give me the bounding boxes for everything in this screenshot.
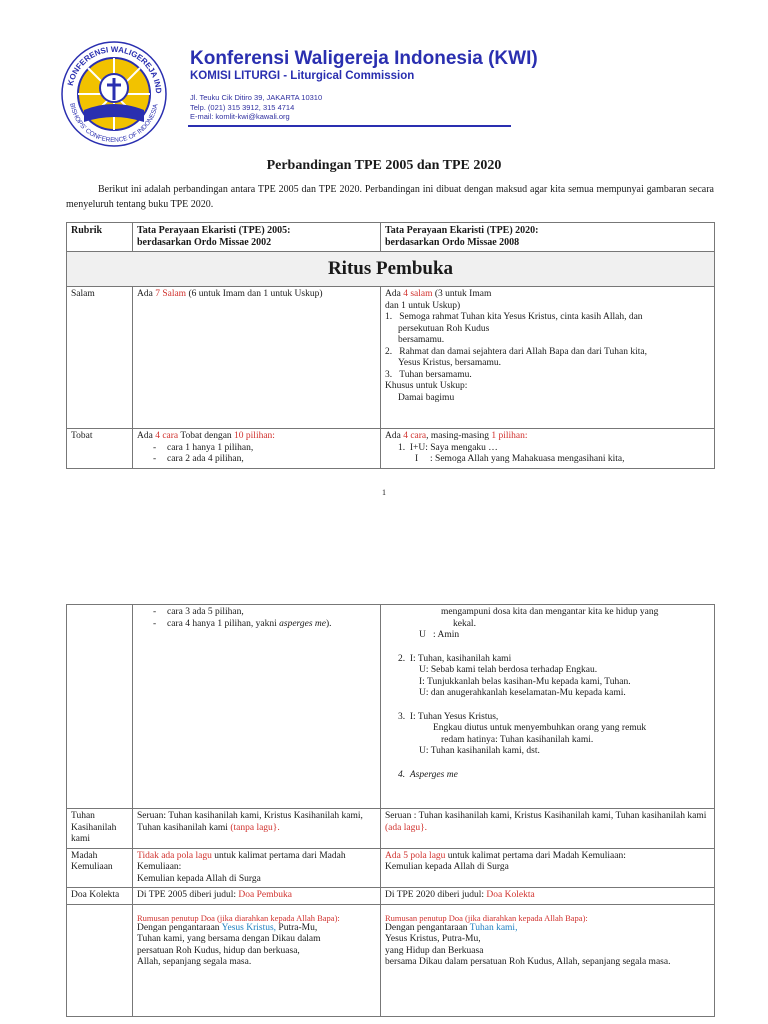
rubrik-kyrie: Tuhan Kasihanilah kami (67, 809, 133, 849)
rubrik-empty (67, 605, 133, 809)
rubrik-kolekta: Doa Kolekta (67, 888, 133, 905)
page-number: 1 (382, 488, 386, 497)
table-header-row (67, 223, 715, 252)
rubrik-empty (67, 904, 133, 1016)
comparison-table-part1 (66, 222, 715, 469)
svg-text:BISHOPS' CONFERENCE OF INDONES: BISHOPS' CONFERENCE OF INDONESIA (68, 102, 160, 145)
table-row (67, 287, 715, 429)
phone-line: Telp. (021) 315 3912, 315 4714 (190, 102, 295, 112)
list-item: - cara 4 hanya 1 pilihan, yakni asperges me). (167, 619, 376, 631)
header-rubrik: Rubrik (67, 223, 133, 252)
list-item: - cara 2 ada 4 pilihan, (167, 454, 376, 466)
list-item: - cara 1 hanya 1 pilihan, (167, 443, 376, 455)
svg-text:KONFERENSI WALIGEREJA INDONESI: KONFERENSI WALIGEREJA IND (65, 44, 164, 94)
header-tpe2005: Tata Perayaan Ekaristi (TPE) 2005: berdasarkan Ordo Missae 2002 (133, 223, 381, 252)
address-line: Jl. Teuku Cik Ditiro 39, JAKARTA 10310 (190, 93, 323, 102)
list-item: - cara 3 ada 5 pilihan, (167, 607, 376, 619)
kwi-seal-icon (58, 38, 170, 150)
email-line: E-mail: komlit-kwi@kawali.org (190, 112, 290, 121)
kolekta-2020: Di TPE 2020 diberi judul: Doa Kolekta (381, 888, 715, 905)
table-row (67, 904, 715, 1016)
gloria-2020: Ada 5 pola lagu untuk kalimat pertama dari Madah Kemuliaan: Kemulian kepada Allah di Surga (381, 848, 715, 888)
section-title: Ritus Pembuka (67, 252, 715, 287)
tobat-2020: Ada 4 cara, masing-masing 1 pilihan: 1. I+U: Saya mengaku … I : Semoga Allah yang Mahakuasa mengasihani kita, (381, 429, 715, 469)
section-row (67, 252, 715, 287)
contact-block (190, 93, 322, 122)
table-row (67, 429, 715, 469)
rubrik-gloria: Madah Kemuliaan (67, 848, 133, 888)
table-row (67, 848, 715, 888)
document-title: Perbandingan TPE 2005 dan TPE 2020 (266, 158, 502, 173)
org-name: Konferensi Waligereja Indonesia (KWI) (190, 48, 538, 69)
salam-2005: Ada 7 Salam (6 untuk Imam dan 1 untuk Uskup) (133, 287, 381, 429)
gloria-2005: Tidak ada pola lagu untuk kalimat pertama dari Madah Kemuliaan: Kemulian kepada Allah di Surga (133, 848, 381, 888)
header-tpe2020: Tata Perayaan Ekaristi (TPE) 2020: berdasarkan Ordo Missae 2008 (381, 223, 715, 252)
intro-paragraph: Berikut ini adalah perbandingan antara TPE 2005 dan TPE 2020. Perbandingan ini dibuat dengan maksud agar kita semua mempunyai gambaran secara menyeluruh tentang buku TPE 2020. (66, 184, 714, 210)
tobat-2005: Ada 4 cara Tobat dengan 10 pilihan: - cara 1 hanya 1 pilihan, - cara 2 ada 4 pilihan, (133, 429, 381, 469)
kyrie-2020: Seruan : Tuhan kasihanilah kami, Kristus Kasihanilah kami, Tuhan kasihanilah kami (ada lagu}. (381, 809, 715, 849)
table-row (67, 888, 715, 905)
comparison-table-part2 (66, 604, 715, 1017)
rubrik-salam: Salam (67, 287, 133, 429)
penutup-2020: Rumusan penutup Doa (jika diarahkan kepada Allah Bapa): Dengan pengantaraan Tuhan kami, Yesus Kristus, Putra-Mu, yang Hidup dan Berkuasa bersama Dikau dalam persatuan Roh Kudus, Allah, sepanjang segala masa. (381, 904, 715, 1016)
kyrie-2005: Seruan: Tuhan kasihanilah kami, Kristus Kasihanilah kami, Tuhan kasihanilah kami (tanpa lagu}. (133, 809, 381, 849)
salam-2020: Ada 4 salam (3 untuk Imam dan 1 untuk Uskup) 1. Semoga rahmat Tuhan kita Yesus Kristus, cinta kasih Allah, dan persekutuan Roh Kudus bersamamu. 2. Rahmat dan damai sejahtera dari Allah Bapa dan dari Tuhan kita, Yesus Kristus, bersamamu. 3. Tuhan bersamamu. Khusus untuk Uskup: Damai bagimu (381, 287, 715, 429)
kolekta-2005: Di TPE 2005 diberi judul: Doa Pembuka (133, 888, 381, 905)
tobat-2005-cont (133, 605, 381, 809)
rubrik-tobat: Tobat (67, 429, 133, 469)
commission-name: KOMISI LITURGI - Liturgical Commission (190, 70, 415, 82)
table-row (67, 605, 715, 809)
table-row (67, 809, 715, 849)
penutup-2005: Rumusan penutup Doa (jika diarahkan kepada Allah Bapa): Dengan pengantaraan Yesus Kristus, Putra-Mu, Tuhan kami, yang bersama dengan Dikau dalam persatuan Roh Kudus, hidup dan berkuasa, Allah, sepanjang segala masa. (133, 904, 381, 1016)
tobat-2020-cont: mengampuni dosa kita dan mengantar kita ke hidup yang kekal. U : Amin 2. I: Tuhan, kasihanilah kami U: Sebab kami telah berdosa terhadap Engkau. I: Tunjukkanlah belas kasihan-Mu kepada kami, Tuhan. U: dan anugerahkanlah keselamatan-Mu kepada kami. 3. I: Tuhan Yesus Kristus, Engkau diutus untuk menyembuhkan orang yang remuk redam hatinya: Tuhan kasihanilah kami. U: Tuhan kasihanilah kami, dst. 4. Asperges me (381, 605, 715, 809)
header-divider (188, 125, 511, 127)
kwi-logo (58, 38, 170, 150)
